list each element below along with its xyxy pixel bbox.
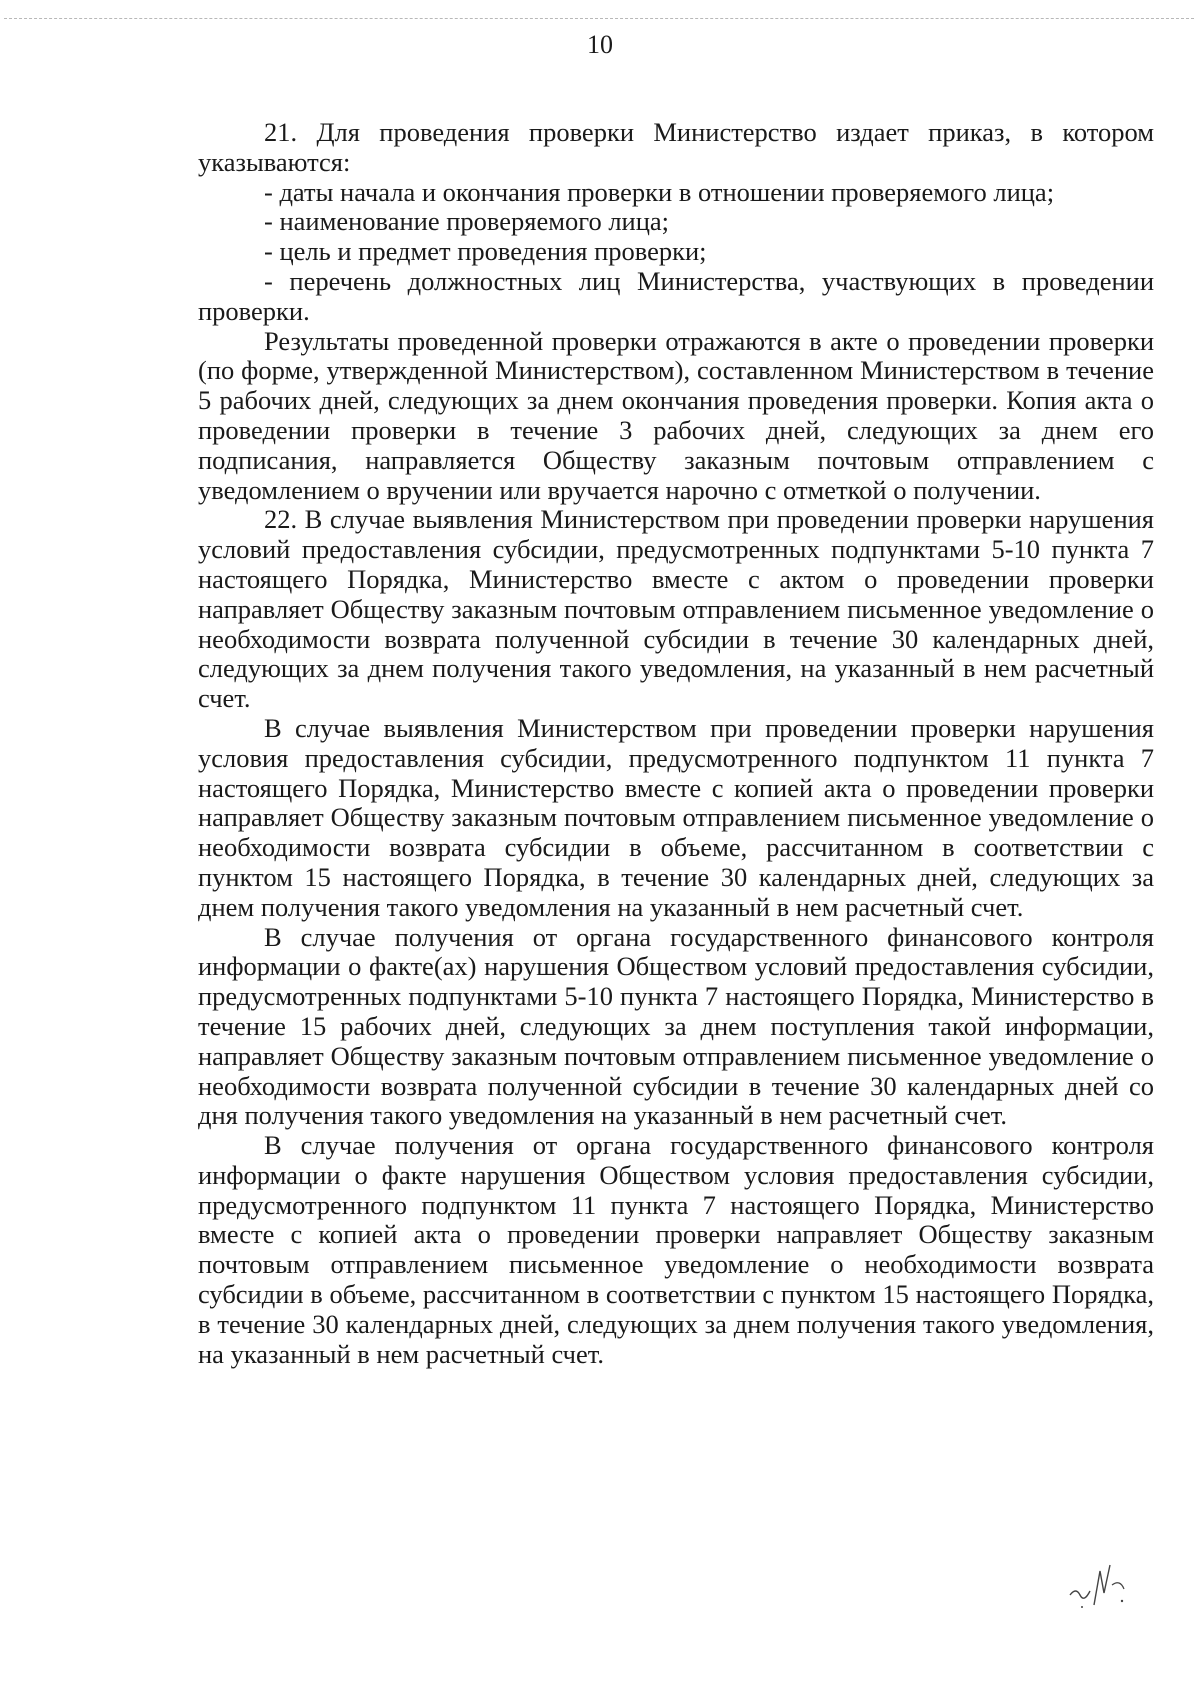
page-number: 10: [587, 30, 613, 59]
paragraph-control-body-item-11: В случае получения от органа государственного финансового контроля информации о факте нарушения Обществом условия предоставления субсидии, предусмотренного подпунктом 11 пункта 7 настоящего Порядка, Министерство вместе с копией акта о проведении проверки направляет Обществу заказным почтовым отправлением письменное уведомление о необходимости возврата субсидии в объеме, рассчитанном в соответствии с пунктом 15 настоящего Порядка, в течение 30 календарных дней, следующих за днем получения такого уведомления, на указанный в нем расчетный счет.: [198, 1130, 1154, 1369]
document-body: [198, 118, 1154, 1369]
paragraph-violation-item-11: В случае выявления Министерством при проведении проверки нарушения условия предоставления субсидии, предусмотренного подпунктом 11 пункта 7 настоящего Порядка, Министерство вместе с копией акта о проведении проверки направляет Обществу заказным почтовым отправлением письменное уведомление о необходимости возврата субсидии в объеме, рассчитанном в соответствии с пунктом 15 настоящего Порядка, в течение 30 календарных дней, следующих за днем получения такого уведомления на указанный в нем расчетный счет.: [198, 712, 1154, 922]
list-item-name: - наименование проверяемого лица;: [264, 206, 670, 237]
list-item-dates: - даты начала и окончания проверки в отношении проверяемого лица;: [264, 176, 1055, 207]
list-item-purpose: - цель и предмет проведения проверки;: [264, 236, 707, 267]
list-item-officials: - перечень должностных лиц Министерства, участвующих в проведении проверки.: [198, 265, 1154, 326]
scan-top-edge: [4, 18, 1194, 19]
paragraph-inspection-results: Результаты проведенной проверки отражаются в акте о проведении проверки (по форме, утвержденной Министерством), составленном Министерством в течение 5 рабочих дней, следующих за днем окончания проведения проверки. Копия акта о проведении проверки в течение 3 рабочих дней, следующих за днем его подписания, направляется Обществу заказным почтовым отправлением с уведомлением о вручении или вручается нарочно с отметкой о получении.: [198, 325, 1154, 505]
paragraph-control-body-items-5-10: В случае получения от органа государственного финансового контроля информации о факте(ах) нарушения Обществом условий предоставления субсидии, предусмотренных подпунктами 5-10 пункта 7 настоящего Порядка, Министерство в течение 15 рабочих дней, следующих за днем поступления такой информации, направляет Обществу заказным почтовым отправлением письменное уведомление о необходимости возврата полученной субсидии в течение 30 календарных дней со дня получения такого уведомления на указанный в нем расчетный счет.: [198, 921, 1154, 1131]
initials-mark-icon: [1060, 1555, 1140, 1615]
paragraph-22: 22. В случае выявления Министерством при проведении проверки нарушения условий предоставления субсидии, предусмотренных подпунктами 5-10 пункта 7 настоящего Порядка, Министерство вместе с актом о проведении проверки направляет Обществу заказным почтовым отправлением письменное уведомление о необходимости возврата полученной субсидии в течение 30 календарных дней, следующих за днем получения такого уведомления, на указанный в нем расчетный счет.: [198, 504, 1154, 714]
paragraph-21-intro: 21. Для проведения проверки Министерство издает приказ, в котором указываются:: [198, 117, 1154, 177]
